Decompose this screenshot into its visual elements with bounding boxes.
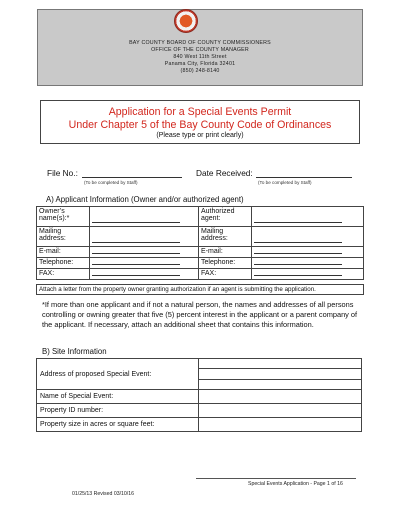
page-title-line-1: Application for a Special Events Permit	[108, 106, 292, 118]
table-row	[37, 227, 364, 247]
table-row	[37, 390, 362, 404]
event-address-label: Address of proposed Special Event:	[37, 359, 199, 390]
date-received-field[interactable]	[256, 177, 352, 178]
header-line-2: OFFICE OF THE COUNTY MANAGER	[151, 47, 249, 53]
file-no-note: (To be completed by Staff)	[84, 180, 138, 185]
table-row	[37, 258, 364, 269]
county-seal-icon	[174, 9, 198, 33]
footer-revision: 01/25/13 Revised 03/10/16	[72, 491, 135, 497]
property-size-label: Property size in acres or square feet:	[37, 418, 199, 432]
header-line-4: Panama City, Florida 32401	[164, 61, 236, 67]
owner-name-field[interactable]	[90, 207, 199, 227]
owner-mailing-field[interactable]	[90, 227, 199, 247]
applicant-table	[36, 206, 364, 280]
owner-fax-label: FAX:	[37, 269, 90, 280]
event-name-label: Name of Special Event:	[37, 390, 199, 404]
file-no-label: File No.:	[47, 168, 78, 178]
file-no-field[interactable]	[82, 177, 182, 178]
agent-label: Authorized agent:	[199, 207, 252, 227]
table-row	[37, 404, 362, 418]
event-name-field[interactable]	[199, 390, 362, 404]
agent-email-field[interactable]	[252, 247, 364, 258]
owner-fax-field[interactable]	[90, 269, 199, 280]
site-table	[36, 358, 362, 432]
table-row	[37, 207, 364, 227]
table-row	[37, 269, 364, 280]
property-id-field[interactable]	[199, 404, 362, 418]
table-row	[37, 247, 364, 258]
agent-fax-label: FAX:	[199, 269, 252, 280]
table-row	[37, 418, 362, 432]
event-address-field[interactable]	[199, 359, 362, 390]
owner-telephone-field[interactable]	[90, 258, 199, 269]
header-line-1: BAY COUNTY BOARD OF COUNTY COMMISSIONERS	[129, 40, 271, 46]
date-received-note: (To be completed by Staff)	[258, 180, 312, 185]
agent-field[interactable]	[252, 207, 364, 227]
header-line-5: (850) 248-8140	[180, 68, 220, 74]
agent-mailing-label: Mailing address:	[199, 227, 252, 247]
section-b-heading: B) Site Information	[42, 347, 107, 356]
authorization-note: Attach a letter from the property owner granting authorization if an agent is submitting the application.	[36, 284, 364, 295]
owner-telephone-label: Telephone:	[37, 258, 90, 269]
agent-fax-field[interactable]	[252, 269, 364, 280]
ownership-paragraph: *If more than one applicant and if not a natural person, the names and addresses of all persons controlling or owning greater that five (5) percent interest in the applicant or a parent company of the applicant. If necessary, attach an additional sheet that contains this information.	[42, 300, 358, 329]
table-row	[37, 359, 362, 390]
owner-email-label: E-mail:	[37, 247, 90, 258]
footer-page-number: Special Events Application - Page 1 of 16	[248, 481, 343, 487]
agent-telephone-field[interactable]	[252, 258, 364, 269]
footer-divider	[196, 478, 356, 479]
date-received-label: Date Received:	[196, 168, 253, 178]
section-a-heading: A) Applicant Information (Owner and/or authorized agent)	[46, 195, 244, 204]
page-title-line-2: Under Chapter 5 of the Bay County Code of Ordinances	[68, 119, 332, 131]
property-size-field[interactable]	[199, 418, 362, 432]
owner-mailing-label: Mailing address:	[37, 227, 90, 247]
owner-email-field[interactable]	[90, 247, 199, 258]
agent-telephone-label: Telephone:	[199, 258, 252, 269]
page-subtitle: (Please type or print clearly)	[156, 132, 244, 139]
header-line-3: 840 West 11th Street	[173, 54, 227, 60]
agent-mailing-field[interactable]	[252, 227, 364, 247]
owner-name-label: Owner’s name(s):*	[37, 207, 90, 227]
property-id-label: Property ID number:	[37, 404, 199, 418]
agent-email-label: E-mail:	[199, 247, 252, 258]
